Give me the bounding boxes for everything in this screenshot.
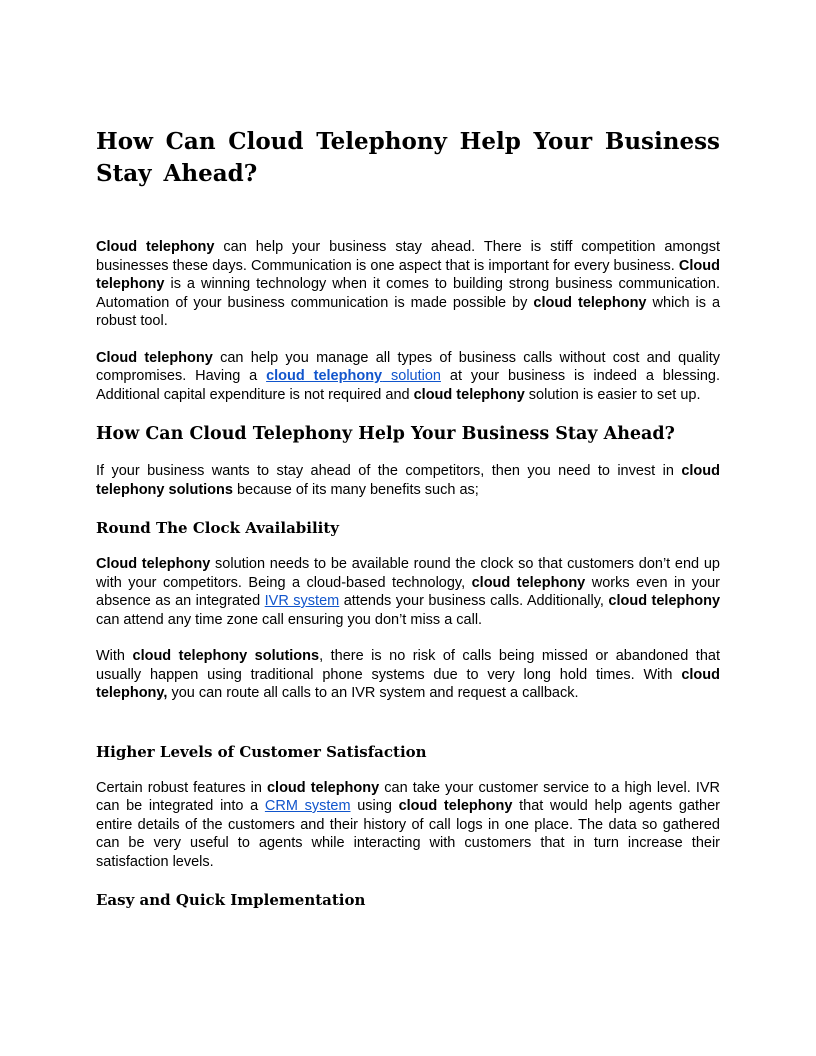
section-heading-implementation: Easy and Quick Implementation bbox=[96, 891, 366, 909]
bold-term: cloud telephony bbox=[398, 798, 513, 814]
cloud-telephony-solution-link[interactable]: cloud telephony solution bbox=[266, 368, 441, 384]
bold-term: Cloud telephony bbox=[96, 239, 215, 255]
intro-paragraph-1: Cloud telephony can help your business stay ahead. There is stiff competition amongst businesses these days. Communication is one aspect that is important for every business. Cloud telephony is a winning technology when it comes to building strong business communication. Automation of your business communication is made possible by cloud telephony which is a robust tool. bbox=[96, 239, 721, 329]
bold-term: cloud telephony bbox=[608, 593, 721, 609]
bold-term: Cloud telephony bbox=[96, 349, 213, 366]
section-heading-main: How Can Cloud Telephony Help Your Business Stay Ahead? bbox=[96, 424, 675, 444]
section1-paragraph: If your business wants to stay ahead of the competitors, then you need to invest in cloud telephony solutions because of its many benefits such as; bbox=[96, 463, 720, 498]
crm-system-link[interactable]: CRM system bbox=[264, 798, 351, 814]
availability-paragraph-1: Cloud telephony solution needs to be available round the clock so that customers don’t end up with your competitors. Being a cloud-based technology, cloud telephony works even in your absence as an integrated IVR system attends your business calls. Additionally, cloud telephony can attend any time zone call ensuring you don’t miss a call. bbox=[96, 556, 721, 628]
section-heading-satisfaction: Higher Levels of Customer Satisfaction bbox=[96, 742, 427, 761]
bold-term: cloud telephony, bbox=[96, 666, 720, 701]
bold-term: cloud telephony solutions bbox=[132, 648, 320, 664]
bold-term: cloud telephony bbox=[413, 386, 525, 403]
bold-term: cloud telephony solutions bbox=[96, 463, 720, 498]
ivr-system-link[interactable]: IVR system bbox=[264, 593, 340, 609]
intro-paragraph-2: Cloud telephony can help you manage all types of business calls without cost and quality compromises. Having a cloud telephony solution at your business is indeed a blessing. Additional capital expenditure is not required and cloud telephony solution is easier to set up. bbox=[96, 349, 721, 403]
spacer bbox=[96, 721, 720, 741]
bold-term: Cloud telephony bbox=[96, 257, 720, 292]
availability-paragraph-2: With cloud telephony solutions, there is no risk of calls being missed or abandoned that usually happen using traditional phone systems due to very long hold times. With cloud telephony, you can route all calls to an IVR system and request a callback. bbox=[96, 648, 720, 701]
section-heading-availability: Round The Clock Availability bbox=[96, 519, 340, 537]
page-title: How Can Cloud Telephony Help Your Business Stay Ahead? bbox=[96, 128, 720, 187]
document-body bbox=[96, 126, 720, 927]
bold-term: cloud telephony bbox=[471, 574, 586, 591]
satisfaction-paragraph: Certain robust features in cloud telephony can take your customer service to a high level. IVR can be integrated into a CRM system using cloud telephony that would help agents gather entire details of the customers and their history of call logs in one place. The data so gathered can be very useful to agents while interacting with customers that in turn increase their satisfaction levels. bbox=[96, 779, 720, 870]
bold-term: cloud telephony bbox=[533, 294, 647, 311]
bold-term: cloud telephony bbox=[266, 779, 380, 796]
bold-term: Cloud telephony bbox=[96, 556, 211, 572]
